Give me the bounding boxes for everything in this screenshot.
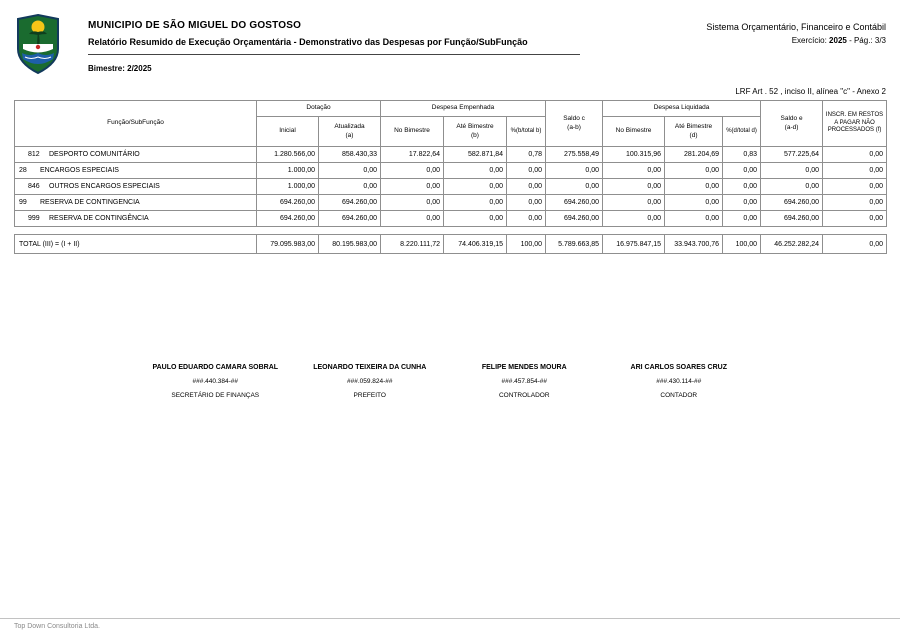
col-group-despesa-liquidada: Despesa Liquidada [603,101,761,117]
table-header-group-row [15,101,887,117]
funcao-name: ENCARGOS ESPECIAIS [40,167,119,174]
cell-no-bimestre-empenhada: 0,00 [381,163,444,179]
total-pct-d: 100,00 [723,235,761,254]
cell-saldo-c: 694.260,00 [546,195,603,211]
col-header-ate-bimestre-empenhada [444,117,507,147]
cell-saldo-e: 0,00 [761,163,823,179]
cell-ate-bimestre-empenhada: 0,00 [444,179,507,195]
cell-ate-bimestre-empenhada: 582.871,84 [444,147,507,163]
exercise-page-line [706,36,886,45]
funcao-name: RESERVA DE CONTINGENCIA [40,199,140,206]
col-header-ate-bimestre-liquidada [665,117,723,147]
funcao-name: OUTROS ENCARGOS ESPECIAIS [49,183,160,190]
cell-saldo-c: 0,00 [546,163,603,179]
footer-company: Top Down Consultoria Ltda. [14,623,100,630]
cell-pct-d: 0,00 [723,211,761,227]
cell-no-bimestre-empenhada: 0,00 [381,195,444,211]
cell-restos: 0,00 [823,147,887,163]
cell-funcao [15,147,257,163]
signature-block [602,364,757,399]
cell-saldo-c: 694.260,00 [546,211,603,227]
header-sublabel: (a-d) [784,123,799,131]
cell-no-bimestre-liquidada: 0,00 [603,179,665,195]
total-inicial: 79.095.983,00 [257,235,319,254]
cell-ate-bimestre-liquidada: 0,00 [665,179,723,195]
funcao-code: 999 [28,215,40,222]
cell-funcao [15,211,257,227]
table-row [15,147,887,163]
col-header-saldo-e [761,101,823,147]
cell-no-bimestre-liquidada: 100.315,96 [603,147,665,163]
header-sublabel: (d) [689,131,698,139]
expenses-table [14,100,887,227]
signature-block [293,364,448,399]
municipality-coat-of-arms-icon [16,13,60,75]
signer-name: ARI CARLOS SOARES CRUZ [630,364,727,371]
header-sublabel: (a) [345,131,354,139]
cell-ate-bimestre-liquidada: 0,00 [665,163,723,179]
cell-inicial: 694.260,00 [257,211,319,227]
signer-role: CONTROLADOR [498,392,550,399]
system-name: Sistema Orçamentário, Financeiro e Contábil [706,22,886,32]
table-row [15,163,887,179]
signer-role: CONTADOR [660,392,698,399]
funcao-code: 846 [28,183,40,190]
signer-document: ###.059.824-## [346,378,393,385]
total-saldo-e: 46.252.282,24 [761,235,823,254]
cell-inicial: 1.000,00 [257,163,319,179]
cell-inicial: 1.280.566,00 [257,147,319,163]
cell-no-bimestre-empenhada: 0,00 [381,211,444,227]
table-wrap [14,100,886,254]
header-label: Saldo c [563,115,585,123]
signer-document: ###.457.854-## [501,378,548,385]
total-ate-bimestre-liquidada: 33.943.700,76 [665,235,723,254]
funcao-code: 28 [19,167,27,174]
col-header-saldo-c [546,101,603,147]
cell-atualizada: 858.430,33 [319,147,381,163]
cell-restos: 0,00 [823,211,887,227]
signer-document: ###.440.384-## [192,378,239,385]
cell-saldo-e: 577.225,64 [761,147,823,163]
cell-ate-bimestre-liquidada: 0,00 [665,211,723,227]
header-right [706,22,886,45]
funcao-name: DESPORTO COMUNITÁRIO [49,151,140,158]
signatures-block [138,364,756,399]
total-no-bimestre-empenhada: 8.220.111,72 [381,235,444,254]
col-header-pct-b: %(b/total b) [507,117,546,147]
cell-atualizada: 694.260,00 [319,211,381,227]
header-label: Saldo e [780,115,803,123]
total-atualizada: 80.195.983,00 [319,235,381,254]
header-main [88,20,580,55]
cell-funcao [15,179,257,195]
signer-role: SECRETÁRIO DE FINANÇAS [171,392,260,399]
signer-document: ###.430.114-## [656,378,702,385]
total-no-bimestre-liquidada: 16.975.847,15 [603,235,665,254]
cell-ate-bimestre-liquidada: 0,00 [665,195,723,211]
cell-pct-b: 0,00 [507,195,546,211]
cell-restos: 0,00 [823,163,887,179]
cell-inicial: 1.000,00 [257,179,319,195]
signer-name: FELIPE MENDES MOURA [481,364,567,371]
municipality-name: MUNICIPIO DE SÃO MIGUEL DO GOSTOSO [88,20,302,31]
table-row [15,195,887,211]
cell-restos: 0,00 [823,195,887,211]
total-label: TOTAL (III) = (I + II) [15,235,257,254]
cell-saldo-e: 694.260,00 [761,195,823,211]
cell-saldo-e: 694.260,00 [761,211,823,227]
header-label: Até Bimestre [674,123,713,131]
signer-role: PREFEITO [353,392,386,399]
cell-no-bimestre-liquidada: 0,00 [603,211,665,227]
cell-funcao [15,163,257,179]
cell-atualizada: 0,00 [319,179,381,195]
total-row [15,235,887,254]
total-table [14,234,887,254]
col-header-pct-d: %(d/total d) [723,117,761,147]
cell-saldo-c: 275.558,49 [546,147,603,163]
cell-no-bimestre-empenhada: 17.822,64 [381,147,444,163]
exercise-label: Exercício: [791,36,827,45]
cell-saldo-c: 0,00 [546,179,603,195]
cell-restos: 0,00 [823,179,887,195]
header-label: Até Bimestre [456,123,494,131]
funcao-code: 99 [19,199,27,206]
cell-ate-bimestre-empenhada: 0,00 [444,195,507,211]
col-header-no-bimestre-empenhada: No Bimestre [381,117,444,147]
col-header-no-bimestre-liquidada: No Bimestre [603,117,665,147]
footer-divider [0,618,900,619]
total-pct-b: 100,00 [507,235,546,254]
cell-funcao [15,195,257,211]
header-sublabel: (b) [471,131,479,139]
cell-pct-b: 0,78 [507,147,546,163]
cell-no-bimestre-empenhada: 0,00 [381,179,444,195]
report-title: Relatório Resumido de Execução Orçamentária - Demonstrativo das Despesas por Função/SubFunção [88,37,528,47]
cell-ate-bimestre-liquidada: 281.204,69 [665,147,723,163]
signature-block [138,364,293,399]
col-group-despesa-empenhada: Despesa Empenhada [381,101,546,117]
table-row [15,211,887,227]
col-header-inicial: Inicial [257,117,319,147]
total-ate-bimestre-empenhada: 74.406.319,15 [444,235,507,254]
page-info: - Pág.: 3/3 [849,36,886,45]
col-header-funcao: Função/SubFunção [15,101,257,147]
cell-pct-d: 0,00 [723,195,761,211]
cell-pct-d: 0,00 [723,163,761,179]
cell-atualizada: 694.260,00 [319,195,381,211]
cell-ate-bimestre-empenhada: 0,00 [444,163,507,179]
funcao-name: RESERVA DE CONTINGÊNCIA [49,215,149,222]
funcao-code: 812 [28,151,40,158]
signer-name: PAULO EDUARDO CAMARA SOBRAL [152,364,279,371]
cell-pct-b: 0,00 [507,179,546,195]
table-row [15,179,887,195]
total-restos: 0,00 [823,235,887,254]
annex-reference: LRF Art . 52 , inciso II, alínea "c" - Anexo 2 [735,87,886,96]
header-sublabel: (a-b) [567,123,581,131]
header-label: Atualizada [334,123,365,131]
cell-pct-b: 0,00 [507,211,546,227]
cell-pct-b: 0,00 [507,163,546,179]
cell-pct-d: 0,83 [723,147,761,163]
bimestre-label: Bimestre: 2/2025 [88,64,152,73]
cell-no-bimestre-liquidada: 0,00 [603,195,665,211]
col-header-atualizada [319,117,381,147]
exercise-year: 2025 [829,36,847,45]
cell-saldo-e: 0,00 [761,179,823,195]
cell-pct-d: 0,00 [723,179,761,195]
cell-atualizada: 0,00 [319,163,381,179]
col-group-dotacao: Dotação [257,101,381,117]
signer-name: LEONARDO TEIXEIRA DA CUNHA [313,364,427,371]
col-header-restos: INSCR. EM RESTOS A PAGAR NÃO PROCESSADOS (f) [823,101,887,147]
cell-inicial: 694.260,00 [257,195,319,211]
cell-ate-bimestre-empenhada: 0,00 [444,211,507,227]
total-saldo-c: 5.789.663,85 [546,235,603,254]
cell-no-bimestre-liquidada: 0,00 [603,163,665,179]
signature-block [447,364,602,399]
